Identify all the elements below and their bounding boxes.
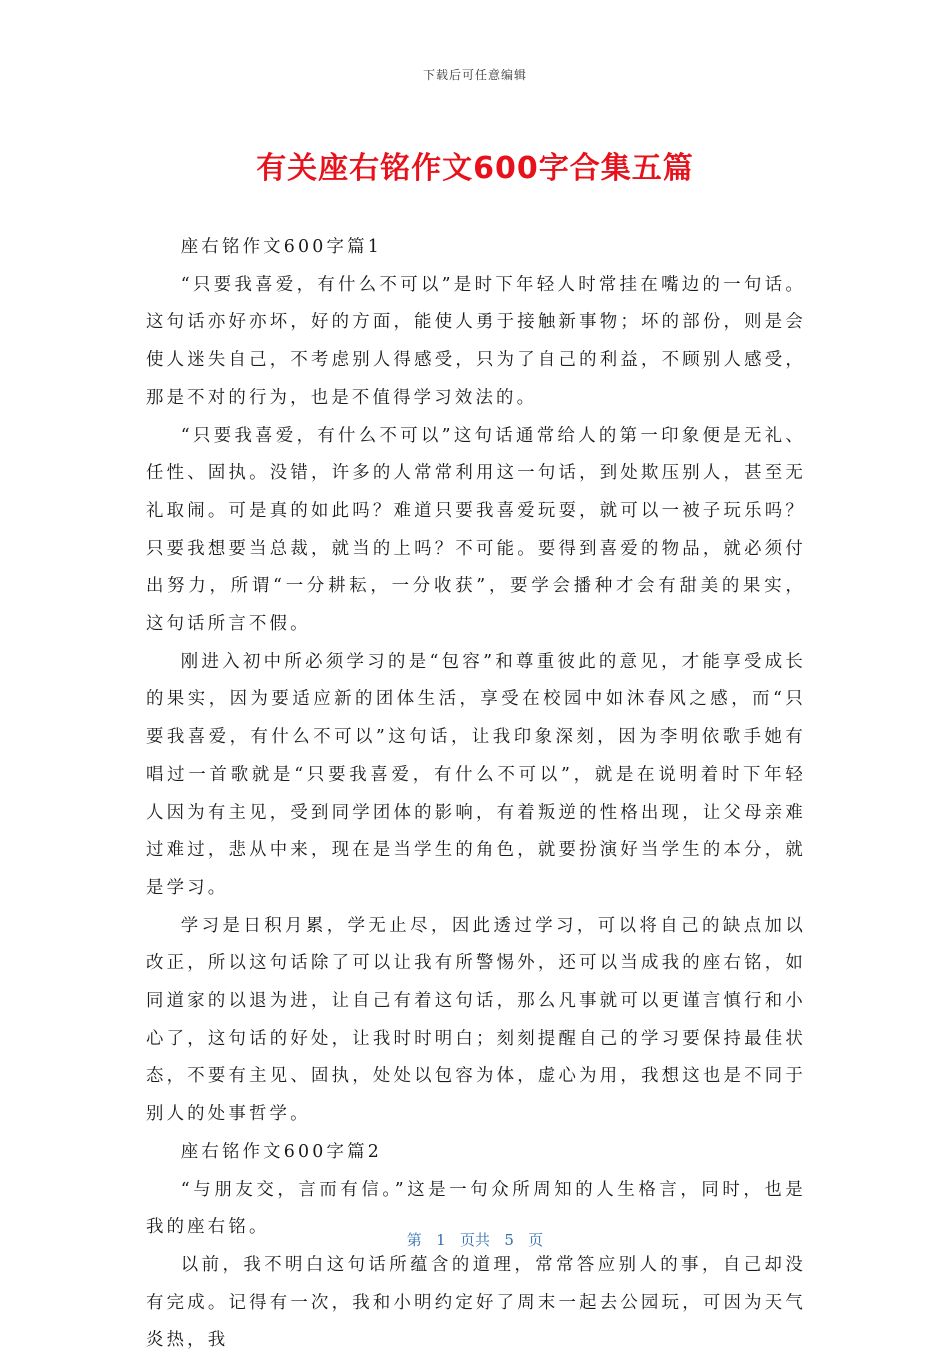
total-pages-number: 5 xyxy=(504,1231,514,1249)
page-label-prefix: 第 xyxy=(406,1231,422,1249)
paragraph: 学习是日积月累，学无止尽，因此透过学习，可以将自己的缺点加以改正，所以这句话除了可以让我有所警惕外，还可以当成我的座右铭，如同道家的以退为进，让自己有着这句话，那么凡事就可以更谨言慎行和小心了，这句话的好处，让我时时明白；刻刻提醒自己的学习要保持最佳状态，不要有主见、固执，处处以包容为体，虚心为用，我想这也是不同于别人的处事哲学。 xyxy=(146,915,806,1125)
page-label-suffix: 页 xyxy=(528,1231,544,1249)
paragraph: 刚进入初中所必须学习的是“包容”和尊重彼此的意见，才能享受成长的果实，因为要适应新的团体生活，享受在校园中如沐春风之感，而“只要我喜爱，有什么不可以”这句话，让我印象深刻，因为李明依歌手她有唱过一首歌就是“只要我喜爱，有什么不可以”，就是在说明着时下年轻人因为有主见，受到同学团体的影响，有着叛逆的性格出现，让父母亲难过难过，悲从中来，现在是当学生的角色，就要扮演好当学生的本分，就是学习。 xyxy=(146,651,806,898)
document-body xyxy=(146,229,806,1360)
page-label-middle: 页共 xyxy=(459,1231,490,1249)
header-note: 下载后可任意编辑 xyxy=(422,68,527,82)
paragraph: “只要我喜爱，有什么不可以”这句话通常给人的第一印象便是无礼、任性、固执。没错，许多的人常常利用这一句话，到处欺压别人，甚至无礼取闹。可是真的如此吗？难道只要我喜爱玩耍，就可以一被子玩乐吗？只要我想要当总裁，就当的上吗？不可能。要得到喜爱的物品，就必须付出努力，所谓“一分耕耘，一分收获”，要学会播种才会有甜美的果实，这句话所言不假。 xyxy=(146,425,806,635)
paragraph: “只要我喜爱，有什么不可以”是时下年轻人时常挂在嘴边的一句话。这句话亦好亦坏，好的方面，能使人勇于接触新事物；坏的部份，则是会使人迷失自己，不考虑别人得感受，只为了自己的利益，不顾别人感受，那是不对的行为，也是不值得学习效法的。 xyxy=(146,274,806,408)
page-footer xyxy=(0,1229,950,1250)
paragraph: 以前，我不明白这句话所蕴含的道理，常常答应别人的事，自己却没有完成。记得有一次，我和小明约定好了周末一起去公园玩，可因为天气炎热，我 xyxy=(146,1254,806,1351)
section-heading-1: 座右铭作文600字篇1 xyxy=(180,237,382,257)
document-title: 有关座右铭作文600字合集五篇 xyxy=(256,151,694,186)
paragraph: “与朋友交，言而有信。”这是一句众所周知的人生格言，同时，也是我的座右铭。 xyxy=(146,1179,806,1238)
current-page-number: 1 xyxy=(436,1231,446,1249)
section-heading-2: 座右铭作文600字篇2 xyxy=(180,1141,382,1162)
